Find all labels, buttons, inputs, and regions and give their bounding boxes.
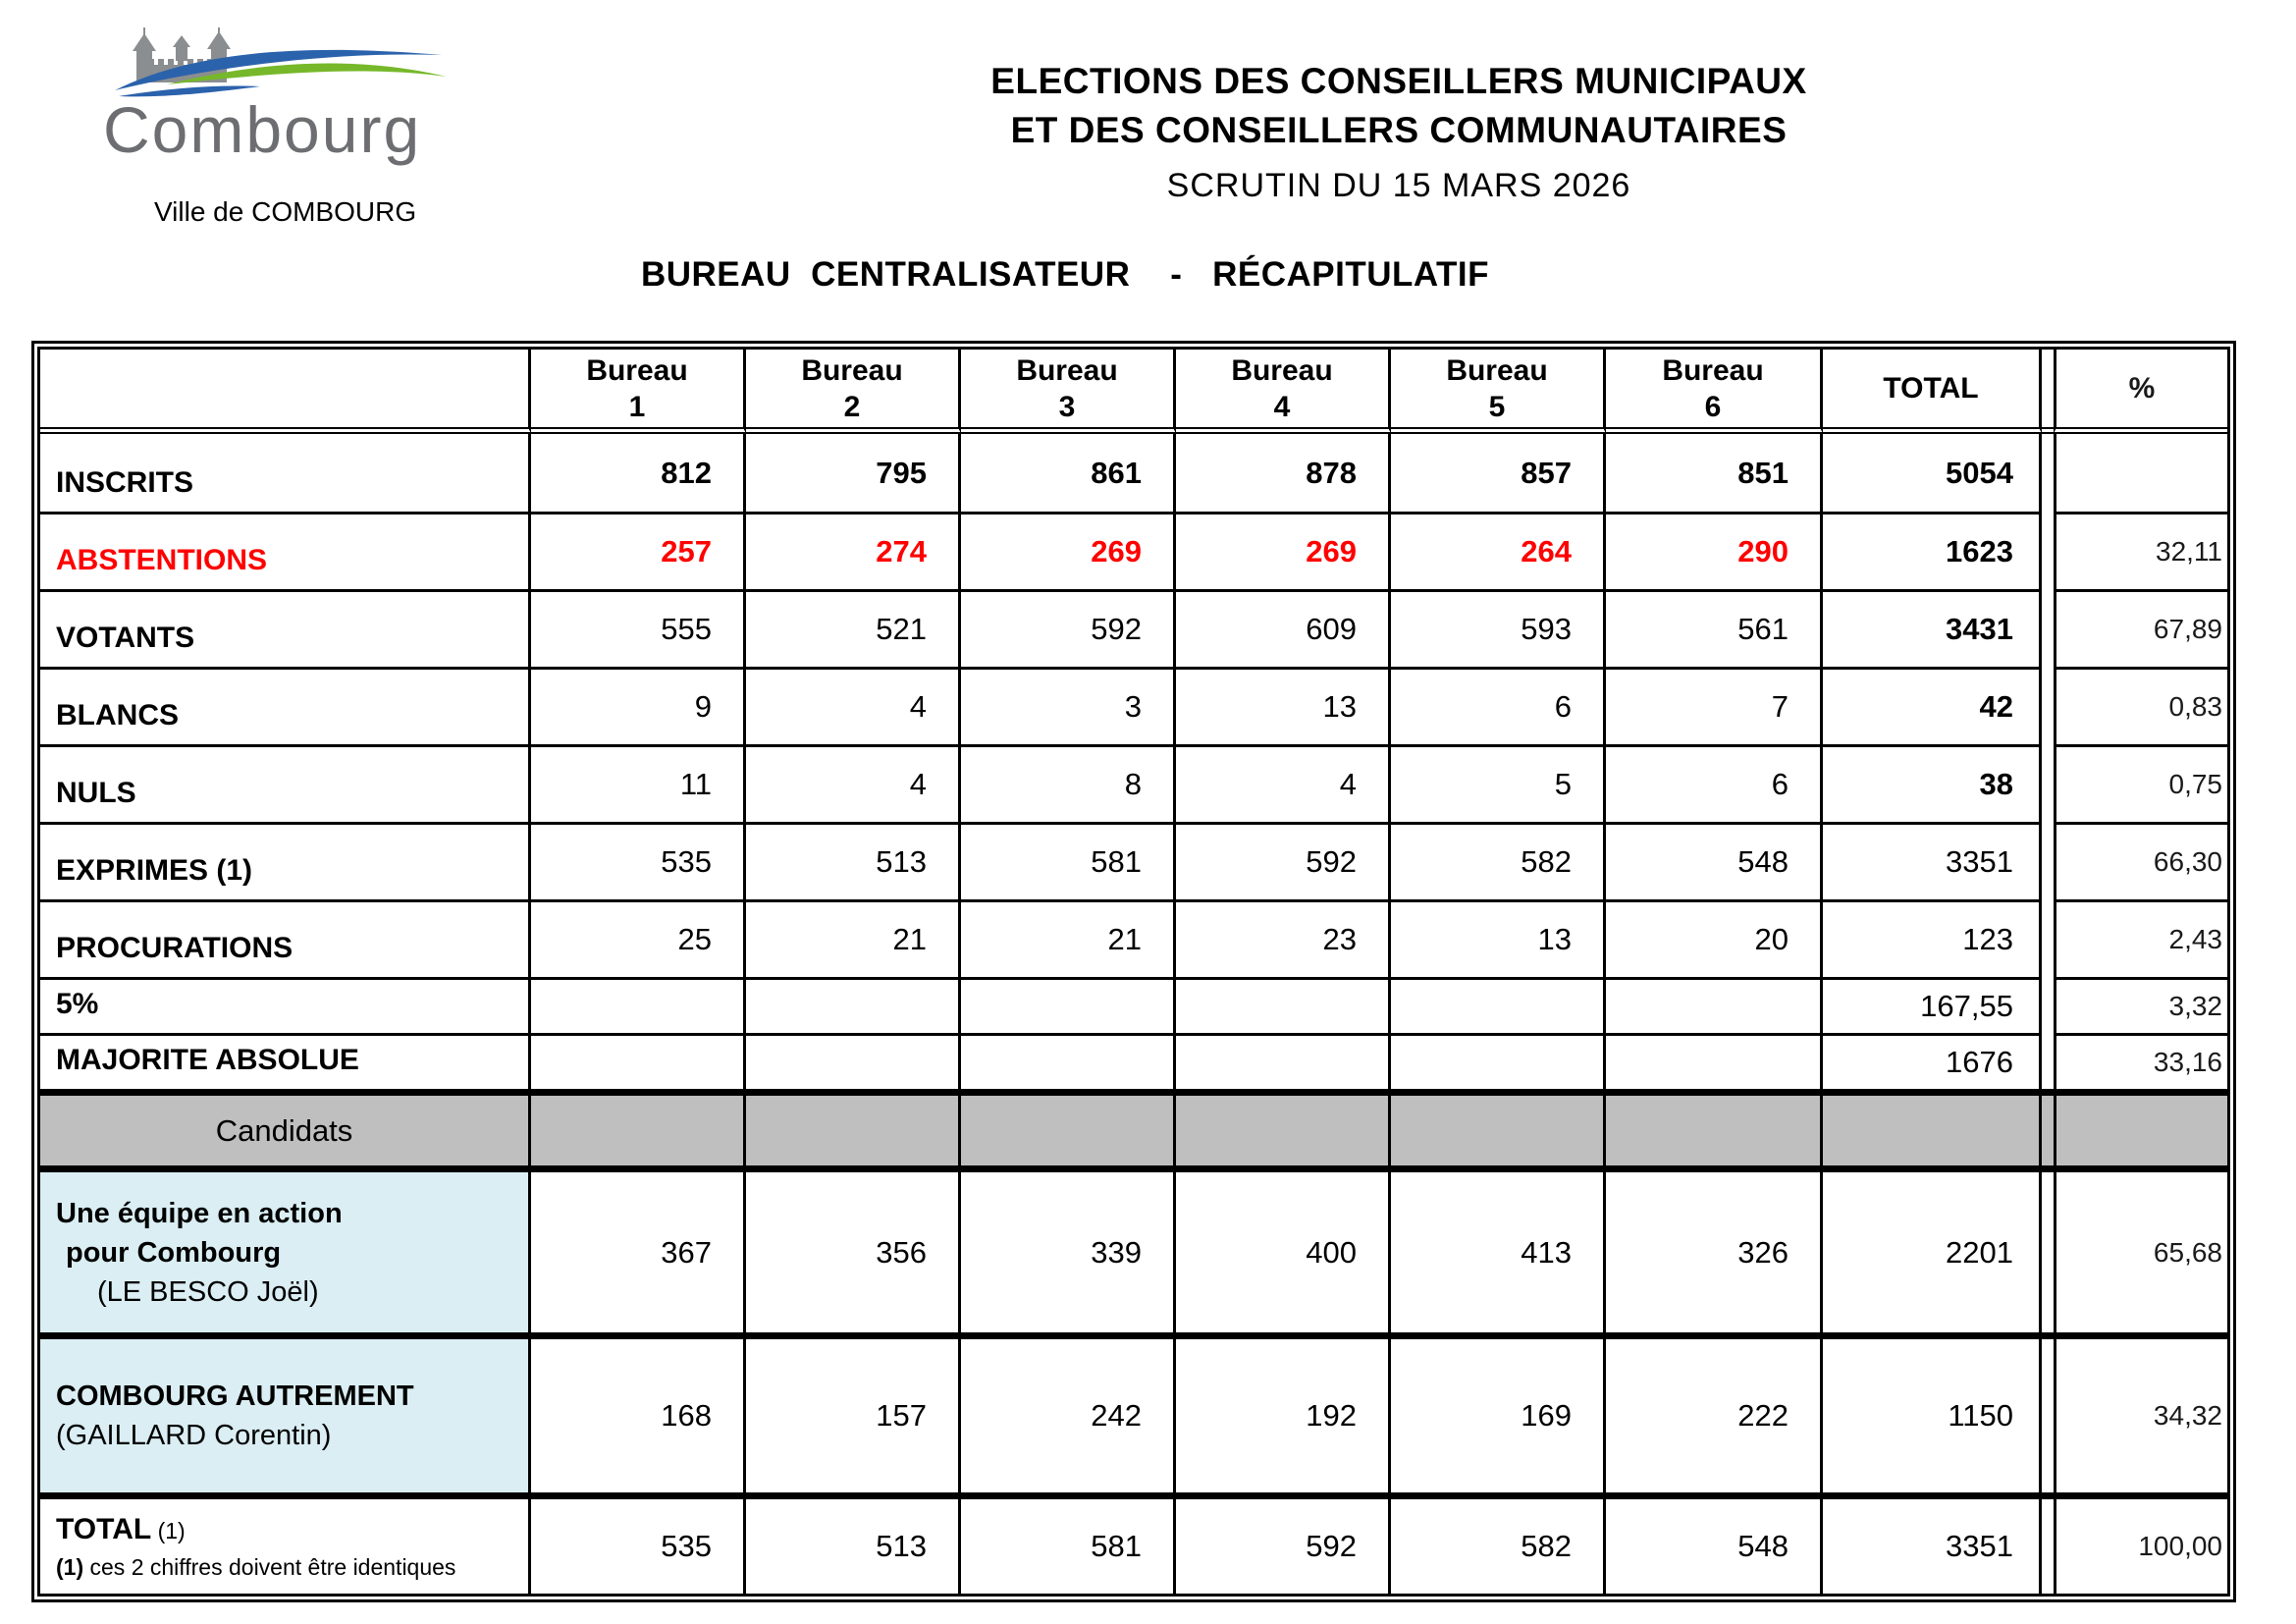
column-gap (2042, 822, 2054, 899)
abstentions-percent: 32,11 (2054, 512, 2227, 589)
column-gap (2042, 899, 2054, 977)
votants-bureau-3-value: 592 (961, 589, 1176, 667)
column-gap (2042, 350, 2054, 434)
candidate-2-bureau-2-value: 157 (746, 1339, 961, 1492)
cinq-pourcent-bureau-4-value (1176, 977, 1391, 1033)
votants-bureau-1-value: 555 (531, 589, 746, 667)
column-gap (2042, 1096, 2054, 1165)
candidate-1-bureau-5-value: 413 (1391, 1172, 1606, 1332)
column-gap (2042, 512, 2054, 589)
bureau-1-header (531, 350, 746, 434)
section-title: BUREAU CENTRALISATEUR - RÉCAPITULATIF (640, 255, 1490, 294)
candidate-1-bureau-6-value: 326 (1606, 1172, 1823, 1332)
candidate-2-total: 1150 (1823, 1339, 2042, 1492)
column-gap (2042, 1172, 2054, 1332)
nuls-percent: 0,75 (2054, 744, 2227, 822)
row-inscrits (40, 434, 2227, 512)
nuls-bureau-6-value: 6 (1606, 744, 1823, 822)
candidate-2-bureau-1-value: 168 (531, 1339, 746, 1492)
procurations-bureau-6-value: 20 (1606, 899, 1823, 977)
bureau-header-line2: 2 (843, 390, 861, 423)
row-blancs (40, 667, 2227, 744)
cinq-pourcent-label: 5% (40, 977, 531, 1033)
total-bureau-3-value: 581 (961, 1499, 1176, 1594)
table-header-row (40, 350, 2227, 434)
bureau-header-line2: 1 (628, 390, 646, 423)
candidate-1-total: 2201 (1823, 1172, 2042, 1332)
column-gap (2042, 1499, 2054, 1594)
column-gap (2042, 977, 2054, 1033)
inscrits-label: INSCRITS (40, 434, 531, 512)
exprimes-bureau-2-value: 513 (746, 822, 961, 899)
inscrits-bureau-5-value: 857 (1391, 434, 1606, 512)
title-block (933, 57, 1865, 205)
exprimes-total: 3351 (1823, 822, 2042, 899)
majorite-absolue-percent: 33,16 (2054, 1033, 2227, 1089)
total-bureau-2-value: 513 (746, 1499, 961, 1594)
bureau-header-line1: Bureau (586, 353, 688, 387)
cinq-pourcent-total: 167,55 (1823, 977, 2042, 1033)
column-gap (2042, 667, 2054, 744)
column-gap (2042, 1339, 2054, 1492)
blancs-label: BLANCS (40, 667, 531, 744)
row-exprimes (40, 822, 2227, 899)
bureau-5-header (1391, 350, 1606, 434)
title-line-1: ELECTIONS DES CONSEILLERS MUNICIPAUX (990, 61, 1807, 101)
candidate-1-bureau-4-value: 400 (1176, 1172, 1391, 1332)
row-candidate-2 (40, 1332, 2227, 1492)
bureau-6-header (1606, 350, 1823, 434)
inscrits-bureau-1-value: 812 (531, 434, 746, 512)
majorite-absolue-bureau-2-value (746, 1033, 961, 1089)
results-table-outer (31, 341, 2236, 1602)
corner-cell (40, 350, 531, 434)
candidats-bureau-3-value (961, 1096, 1176, 1165)
majorite-absolue-bureau-3-value (961, 1033, 1176, 1089)
candidate-2-bureau-4-value: 192 (1176, 1339, 1391, 1492)
majorite-absolue-bureau-6-value (1606, 1033, 1823, 1089)
cinq-pourcent-bureau-1-value (531, 977, 746, 1033)
exprimes-bureau-4-value: 592 (1176, 822, 1391, 899)
blancs-bureau-5-value: 6 (1391, 667, 1606, 744)
nuls-total: 38 (1823, 744, 2042, 822)
footer-label-main-line (56, 1513, 186, 1546)
footer-label (40, 1499, 531, 1594)
cinq-pourcent-percent: 3,32 (2054, 977, 2227, 1033)
bureau-header-line1: Bureau (1231, 353, 1333, 387)
footer-note: (1) ces 2 chiffres doivent être identiques (56, 1553, 456, 1580)
total-percent: 100,00 (2054, 1499, 2227, 1594)
procurations-bureau-1-value: 25 (531, 899, 746, 977)
row-abstentions (40, 512, 2227, 589)
total-header: TOTAL (1823, 350, 2042, 434)
row-procurations (40, 899, 2227, 977)
candidate-2-bureau-3-value: 242 (961, 1339, 1176, 1492)
votants-percent: 67,89 (2054, 589, 2227, 667)
votants-label: VOTANTS (40, 589, 531, 667)
cinq-pourcent-bureau-5-value (1391, 977, 1606, 1033)
row-cinq-pourcent (40, 977, 2227, 1033)
majorite-absolue-total: 1676 (1823, 1033, 2042, 1089)
bureau-3-header (961, 350, 1176, 434)
city-logo (103, 27, 515, 228)
scrutin-date: SCRUTIN DU 15 MARS 2026 (1166, 167, 1631, 204)
procurations-bureau-2-value: 21 (746, 899, 961, 977)
majorite-absolue-bureau-1-value (531, 1033, 746, 1089)
procurations-bureau-3-value: 21 (961, 899, 1176, 977)
results-table (37, 347, 2230, 1597)
blancs-bureau-3-value: 3 (961, 667, 1176, 744)
votants-bureau-6-value: 561 (1606, 589, 1823, 667)
cinq-pourcent-bureau-2-value (746, 977, 961, 1033)
candidats-bureau-4-value (1176, 1096, 1391, 1165)
candidats-bureau-2-value (746, 1096, 961, 1165)
votants-bureau-5-value: 593 (1391, 589, 1606, 667)
bureau-2-header (746, 350, 961, 434)
row-candidate-1 (40, 1165, 2227, 1332)
footer-total-text: TOTAL (56, 1512, 152, 1545)
votants-total: 3431 (1823, 589, 2042, 667)
row-total (40, 1492, 2227, 1594)
row-majorite-absolue (40, 1033, 2227, 1089)
nuls-bureau-4-value: 4 (1176, 744, 1391, 822)
candidats-total (1823, 1096, 2042, 1165)
blancs-bureau-1-value: 9 (531, 667, 746, 744)
candidate-1-percent: 65,68 (2054, 1172, 2227, 1332)
total-bureau-6-value: 548 (1606, 1499, 1823, 1594)
candidate-1-label-line-1: Une équipe en action (56, 1197, 343, 1229)
abstentions-bureau-3-value: 269 (961, 512, 1176, 589)
column-gap (2042, 434, 2054, 512)
procurations-total: 123 (1823, 899, 2042, 977)
bureau-header-line2: 6 (1704, 390, 1722, 423)
candidats-bureau-5-value (1391, 1096, 1606, 1165)
inscrits-bureau-3-value: 861 (961, 434, 1176, 512)
nuls-bureau-5-value: 5 (1391, 744, 1606, 822)
inscrits-bureau-4-value: 878 (1176, 434, 1391, 512)
candidate-2-percent: 34,32 (2054, 1339, 2227, 1492)
bureau-header-line1: Bureau (801, 353, 903, 387)
footer-note-prefix: (1) (56, 1553, 84, 1580)
candidate-2-bureau-6-value: 222 (1606, 1339, 1823, 1492)
majorite-absolue-bureau-4-value (1176, 1033, 1391, 1089)
section-label: Candidats (40, 1096, 531, 1165)
abstentions-bureau-2-value: 274 (746, 512, 961, 589)
candidate-1-bureau-2-value: 356 (746, 1172, 961, 1332)
abstentions-label: ABSTENTIONS (40, 512, 531, 589)
percent-header: % (2054, 350, 2227, 434)
candidats-percent (2054, 1096, 2227, 1165)
nuls-label: NULS (40, 744, 531, 822)
procurations-bureau-4-value: 23 (1176, 899, 1391, 977)
bureau-header-line1: Bureau (1662, 353, 1764, 387)
blancs-percent: 0,83 (2054, 667, 2227, 744)
majorite-absolue-label: MAJORITE ABSOLUE (40, 1033, 531, 1089)
procurations-bureau-5-value: 13 (1391, 899, 1606, 977)
candidats-bureau-1-value (531, 1096, 746, 1165)
cinq-pourcent-bureau-6-value (1606, 977, 1823, 1033)
votants-bureau-4-value: 609 (1176, 589, 1391, 667)
row-nuls (40, 744, 2227, 822)
candidate-2-bureau-5-value: 169 (1391, 1339, 1606, 1492)
bureau-4-header (1176, 350, 1391, 434)
total-bureau-1-value: 535 (531, 1499, 746, 1594)
candidate-1-label (40, 1172, 531, 1332)
procurations-label: PROCURATIONS (40, 899, 531, 977)
exprimes-bureau-3-value: 581 (961, 822, 1176, 899)
abstentions-bureau-4-value: 269 (1176, 512, 1391, 589)
candidate-1-label-line-3: (LE BESCO Joël) (97, 1275, 319, 1308)
abstentions-total: 1623 (1823, 512, 2042, 589)
bureau-header-line1: Bureau (1446, 353, 1548, 387)
footer-total-sup: (1) (151, 1517, 186, 1543)
column-gap (2042, 1033, 2054, 1089)
candidate-2-label-line-1: COMBOURG AUTREMENT (56, 1380, 414, 1412)
blancs-bureau-4-value: 13 (1176, 667, 1391, 744)
total-bureau-5-value: 582 (1391, 1499, 1606, 1594)
candidate-1-bureau-3-value: 339 (961, 1172, 1176, 1332)
blancs-bureau-2-value: 4 (746, 667, 961, 744)
exprimes-label: EXPRIMES (1) (40, 822, 531, 899)
total-total: 3351 (1823, 1499, 2042, 1594)
candidats-bureau-6-value (1606, 1096, 1823, 1165)
nuls-bureau-2-value: 4 (746, 744, 961, 822)
inscrits-bureau-2-value: 795 (746, 434, 961, 512)
logo-wordmark: Combourg (103, 93, 422, 166)
cinq-pourcent-bureau-3-value (961, 977, 1176, 1033)
nuls-bureau-3-value: 8 (961, 744, 1176, 822)
exprimes-percent: 66,30 (2054, 822, 2227, 899)
inscrits-total: 5054 (1823, 434, 2042, 512)
blancs-bureau-6-value: 7 (1606, 667, 1823, 744)
column-gap (2042, 589, 2054, 667)
logo-subtitle: Ville de COMBOURG (154, 196, 417, 227)
majorite-absolue-bureau-5-value (1391, 1033, 1606, 1089)
row-candidats (40, 1089, 2227, 1165)
exprimes-bureau-1-value: 535 (531, 822, 746, 899)
row-votants (40, 589, 2227, 667)
nuls-bureau-1-value: 11 (531, 744, 746, 822)
inscrits-percent (2054, 434, 2227, 512)
blancs-total: 42 (1823, 667, 2042, 744)
bureau-header-line1: Bureau (1016, 353, 1118, 387)
inscrits-bureau-6-value: 851 (1606, 434, 1823, 512)
abstentions-bureau-5-value: 264 (1391, 512, 1606, 589)
total-bureau-4-value: 592 (1176, 1499, 1391, 1594)
candidate-2-label (40, 1339, 531, 1492)
abstentions-bureau-6-value: 290 (1606, 512, 1823, 589)
title-line-2: ET DES CONSEILLERS COMMUNAUTAIRES (1010, 110, 1788, 150)
votants-bureau-2-value: 521 (746, 589, 961, 667)
column-gap (2042, 744, 2054, 822)
abstentions-bureau-1-value: 257 (531, 512, 746, 589)
exprimes-bureau-6-value: 548 (1606, 822, 1823, 899)
bureau-header-line2: 3 (1058, 390, 1076, 423)
bureau-header-line2: 5 (1488, 390, 1506, 423)
candidate-1-label-line-2: pour Combourg (66, 1236, 282, 1269)
candidate-2-label-line-2: (GAILLARD Corentin) (56, 1420, 332, 1451)
bureau-header-line2: 4 (1273, 390, 1291, 423)
exprimes-bureau-5-value: 582 (1391, 822, 1606, 899)
candidate-1-bureau-1-value: 367 (531, 1172, 746, 1332)
procurations-percent: 2,43 (2054, 899, 2227, 977)
